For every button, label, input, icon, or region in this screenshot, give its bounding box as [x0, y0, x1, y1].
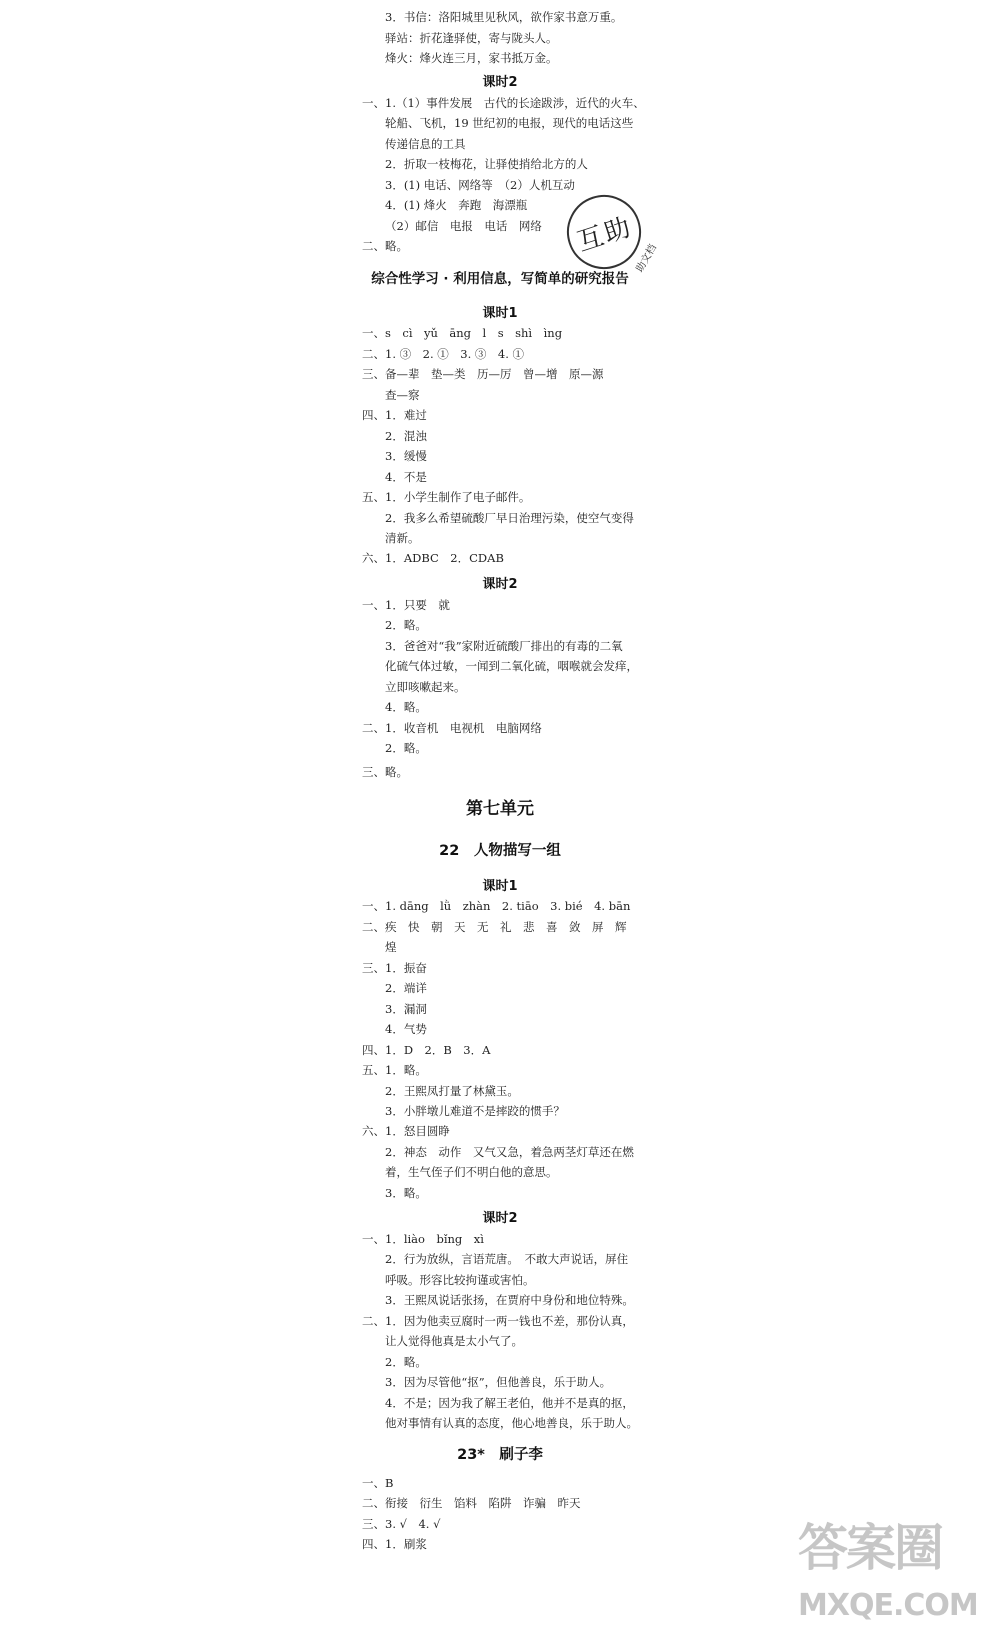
answer-line: 2．王熙凤打量了林黛玉。: [385, 1084, 519, 1098]
answer-line: 六、1．ADBC 2．CDAB: [362, 551, 504, 565]
answer-line: 4．气势: [385, 1022, 427, 1036]
answer-line: 3．缓慢: [385, 449, 427, 463]
answer-line: 2．神态 动作 又气又急，着急两茎灯草还在燃: [385, 1145, 634, 1159]
answer-line: 立即咳嗽起来。: [385, 680, 466, 694]
answer-line: 三、备—辈 垫—类 历—厉 曾—增 原—源: [362, 367, 604, 381]
answer-line: 3．漏洞: [385, 1002, 427, 1016]
answer-line: 二、1．收音机 电视机 电脑网络: [362, 721, 542, 735]
answer-line: 4．(1) 烽火 奔跑 海漂瓶: [385, 198, 528, 212]
answer-line: 2．折取一枝梅花，让驿使捎给北方的人: [385, 157, 588, 171]
answer-line: 驿站：折花逢驿使，寄与陇头人。: [385, 31, 558, 45]
watermark-url: MXQE.COM: [798, 1588, 978, 1623]
answer-line: 4．不是；因为我了解王老伯，他并不是真的抠，: [385, 1396, 634, 1410]
lesson-heading: 课时2: [482, 75, 518, 90]
answer-line: 烽火：烽火连三月，家书抵万金。: [385, 51, 558, 65]
answer-line: 一、1.（1）事件发展 古代的长途跋涉，近代的火车、: [362, 96, 645, 110]
answer-line: 五、1．略。: [362, 1063, 427, 1077]
stamp-subtext: 助文档: [634, 242, 659, 275]
answer-line: 二、略。: [362, 239, 408, 253]
answer-line: 3．因为尽管他“抠”，但他善良，乐于助人。: [385, 1375, 612, 1389]
answer-line: 三、1．振奋: [362, 961, 427, 975]
unit-title: 第七单元: [466, 799, 534, 819]
chapter-title: 22 人物描写一组: [439, 843, 561, 859]
answer-line: 清新。: [385, 531, 420, 545]
answer-line: 煌: [385, 940, 397, 954]
answer-line: 一、s cì yǔ āng l s shì ìng: [362, 326, 563, 340]
answer-line: 3．王熙凤说话张扬，在贾府中身份和地位特殊。: [385, 1293, 634, 1307]
answer-line: 五、1．小学生制作了电子邮件。: [362, 490, 531, 504]
answer-line: 三、略。: [362, 765, 408, 779]
answer-line: 四、1．D 2．B 3．A: [362, 1043, 491, 1057]
answer-line: 轮船、飞机，19 世纪初的电报，现代的电话这些: [385, 116, 634, 130]
answer-line: 4．略。: [385, 700, 427, 714]
answer-line: 化硫气体过敏，一闻到二氧化硫，咽喉就会发痒，: [385, 659, 638, 673]
answer-line: 3．书信：洛阳城里见秋风，欲作家书意万重。: [385, 10, 623, 24]
answer-line: 一、1. dāng lǜ zhàn 2. tiāo 3. bié 4. bān: [362, 899, 631, 913]
lesson-heading: 课时2: [482, 1211, 518, 1226]
answer-line: 2．略。: [385, 618, 427, 632]
answer-line: 2．端详: [385, 981, 427, 995]
answer-line: 3．略。: [385, 1186, 427, 1200]
answer-line: 一、1．只要 就: [362, 598, 450, 612]
site-watermark: [790, 1508, 980, 1628]
answer-line: 2．略。: [385, 741, 427, 755]
section-heading: 综合性学习 · 利用信息，写简单的研究报告: [371, 271, 629, 287]
answer-line: 着，生气侄子们不明白他的意思。: [385, 1165, 558, 1179]
answer-line: 六、1．怒目圆睁: [362, 1124, 450, 1138]
answer-line: 2．略。: [385, 1355, 427, 1369]
chapter-title: 23* 刷子李: [457, 1447, 543, 1463]
answer-line: 让人觉得他真是太小气了。: [385, 1334, 523, 1348]
answer-line: 2．我多么希望硫酸厂早日治理污染，使空气变得: [385, 511, 634, 525]
answer-line: 二、1. ③ 2. ① 3. ③ 4. ①: [362, 347, 525, 361]
lesson-heading: 课时1: [482, 879, 518, 894]
answer-line: 二、1．因为他卖豆腐时一两一钱也不差，那份认真，: [362, 1314, 634, 1328]
answer-line: 他对事情有认真的态度，他心地善良，乐于助人。: [385, 1416, 638, 1430]
answer-line: （2）邮信 电报 电话 网络: [385, 219, 542, 233]
answer-line: 三、3. √ 4. √: [362, 1517, 441, 1531]
stamp-text: 互助: [573, 211, 637, 258]
lesson-heading: 课时2: [482, 577, 518, 592]
answer-line: 查—察: [385, 388, 420, 402]
answer-line: 3．小胖墩儿难道不是摔跤的惯手？: [385, 1104, 565, 1118]
answer-line: 四、1．难过: [362, 408, 427, 422]
answer-line: 传递信息的工具: [385, 137, 466, 151]
answer-line: 呼吸。形容比较拘谨或害怕。: [385, 1273, 535, 1287]
answer-line: 3．(1) 电话、网络等 （2）人机互动: [385, 178, 575, 192]
answer-line: 四、1．刷浆: [362, 1537, 427, 1551]
answer-line: 二、疾 快 朝 天 无 礼 悲 喜 敛 屏 辉: [362, 920, 627, 934]
answer-line: 4．不是: [385, 470, 427, 484]
lesson-heading: 课时1: [482, 306, 518, 321]
answer-line: 二、衔接 衍生 馅料 陷阱 诈骗 昨天: [362, 1496, 581, 1510]
watermark-logo: 答案圈: [798, 1519, 942, 1577]
answer-line: 2．行为放纵，言语荒唐。 不敢大声说话，屏住: [385, 1252, 629, 1266]
answer-line: 一、1．liào bǐng xì: [362, 1232, 484, 1246]
answer-line: 3．爸爸对“我”家附近硫酸厂排出的有毒的二氧: [385, 639, 623, 653]
answer-line: 一、B: [362, 1476, 394, 1490]
answer-line: 2．混浊: [385, 429, 427, 443]
